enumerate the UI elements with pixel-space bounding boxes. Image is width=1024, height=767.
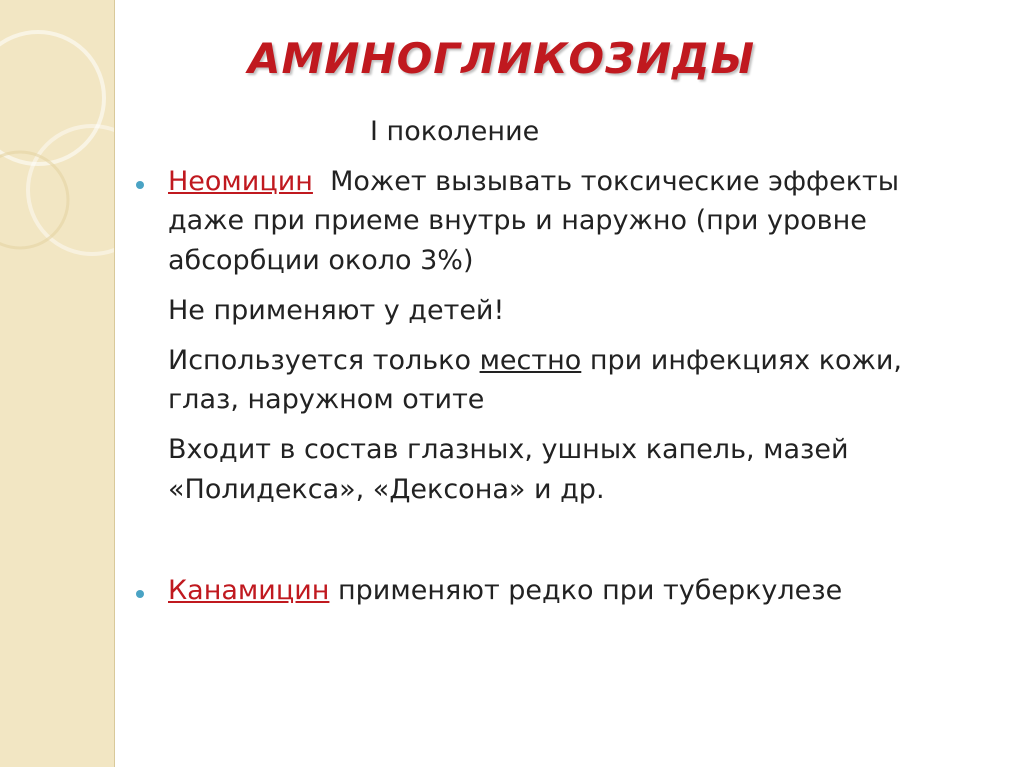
generation-heading: I поколение [370,116,540,147]
decorative-rings [0,0,114,767]
neomycin-usage-line-2: глаз, наружном отите [168,384,485,415]
slide-title: АМИНОГЛИКОЗИДЫ [248,34,756,83]
drug-name-neomycin: Неомицин [168,166,313,197]
decorative-side-band [0,0,115,767]
bullet-neomycin [136,181,144,189]
neomycin-line-1 [168,166,899,197]
neomycin-composition-line-1: Входит в состав глазных, ушных капель, мазей [168,434,849,465]
neomycin-children-note: Не применяют у детей! [168,295,505,326]
usage-locally: местно [479,345,582,376]
drug-name-kanamycin: Канамицин [168,575,330,606]
kanamycin-line [168,575,842,606]
neomycin-composition-line-2: «Полидекса», «Дексона» и др. [168,474,605,505]
usage-text-before: Используется только [168,345,480,376]
neomycin-line-2: даже при приеме внутрь и наружно (при уровне [168,205,867,236]
neomycin-line-3: абсорбции около 3%) [168,245,474,276]
bullet-kanamycin [136,590,144,598]
neomycin-description: Может вызывать токсические эффекты [312,166,900,197]
kanamycin-description: применяют редко при туберкулезе [329,575,843,606]
neomycin-usage-line-1 [168,345,902,376]
usage-text-after: при инфекциях кожи, [581,345,903,376]
